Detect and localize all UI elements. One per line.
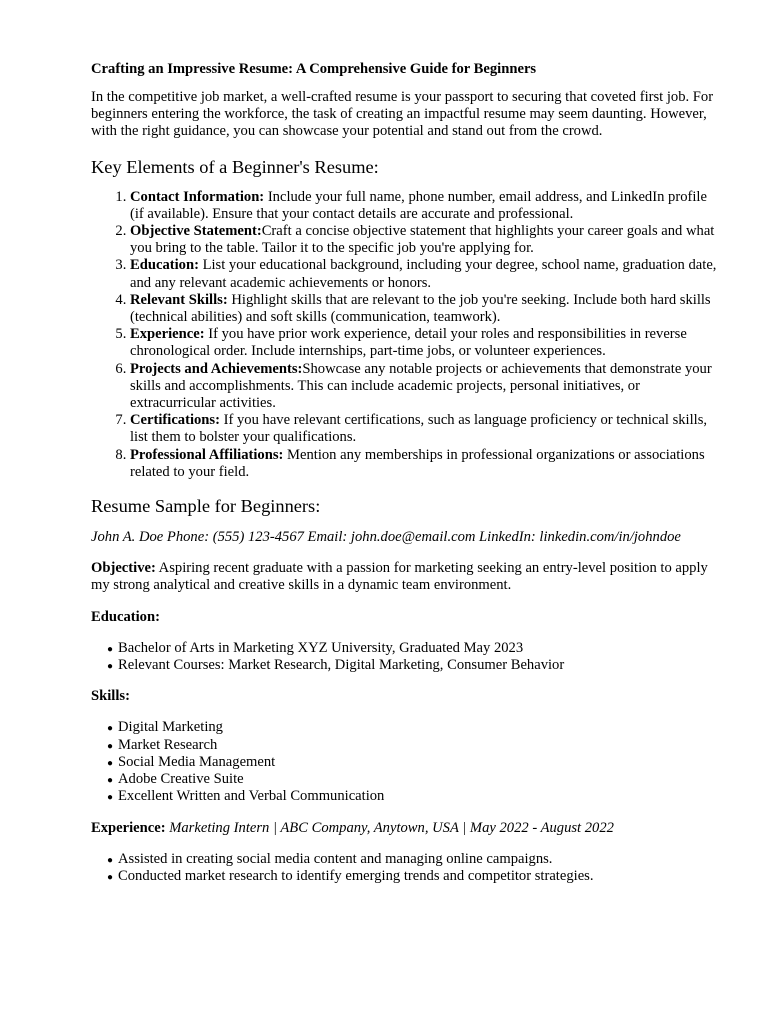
list-item xyxy=(130,189,721,223)
item-text: Assisted in creating social media content and managing online campaigns. xyxy=(118,850,553,867)
education-list xyxy=(91,640,721,674)
key-elements-heading: Key Elements of a Beginner's Resume: xyxy=(91,156,379,177)
item-label: Education: xyxy=(130,257,199,274)
item-text: Conducted market research to identify emerging trends and competitor strategies. xyxy=(118,867,594,884)
item-text: Craft a concise objective statement that highlights your career goals and what you bring to the table. Tailor it to the specific job you're applying for. xyxy=(130,223,715,257)
bullet-icon: ● xyxy=(107,792,114,804)
objective-text: Aspiring recent graduate with a passion for marketing seeking an entry-level position to apply my strong analytical and creative skills in a dynamic team environment. xyxy=(91,560,708,594)
sample-experience xyxy=(91,820,721,837)
list-item xyxy=(130,326,721,360)
item-text: Include your full name, phone number, email address, and LinkedIn profile (if available). Ensure that your contact details are accurate and professional. xyxy=(130,188,707,222)
skills-list xyxy=(91,719,721,805)
bullet-icon: ● xyxy=(107,854,114,866)
bullet-icon: ● xyxy=(107,661,114,673)
item-label: Objective Statement: xyxy=(130,223,262,240)
experience-detail: Marketing Intern | ABC Company, Anytown, USA | May 2022 - August 2022 xyxy=(165,819,614,836)
skills-label: Skills: xyxy=(91,688,130,705)
item-text: Mention any memberships in professional organizations or associations related to your field. xyxy=(130,446,705,480)
bullet-icon: ● xyxy=(107,775,114,787)
list-item xyxy=(130,257,721,291)
bullet-icon: ● xyxy=(107,740,114,752)
item-text: Digital Marketing xyxy=(118,719,223,736)
list-item xyxy=(107,639,721,657)
bullet-icon: ● xyxy=(107,643,114,655)
list-item xyxy=(107,788,721,805)
item-text: Excellent Written and Verbal Communication xyxy=(118,788,385,805)
item-label: Experience: xyxy=(130,326,205,343)
item-text: If you have relevant certifications, such as language proficiency or technical skills, list them to bolster your qualifications. xyxy=(130,412,708,446)
list-item xyxy=(107,719,721,736)
objective-label: Objective: xyxy=(91,560,156,577)
sample-objective xyxy=(91,560,721,594)
list-item xyxy=(107,753,721,771)
bullet-icon: ● xyxy=(107,757,114,769)
education-label: Education: xyxy=(91,608,160,625)
item-label: Projects and Achievements: xyxy=(130,360,303,377)
key-elements-list xyxy=(91,189,721,481)
bullet-icon: ● xyxy=(107,871,114,883)
list-item xyxy=(130,447,721,481)
item-text: Bachelor of Arts in Marketing XYZ University, Graduated May 2023 xyxy=(118,639,524,656)
list-item xyxy=(130,223,721,257)
item-text: Relevant Courses: Market Research, Digital Marketing, Consumer Behavior xyxy=(118,657,565,674)
document-page xyxy=(91,59,721,885)
document-title: Crafting an Impressive Resume: A Comprehensive Guide for Beginners xyxy=(91,61,537,77)
bullet-icon: ● xyxy=(107,723,114,735)
experience-label: Experience: xyxy=(91,819,166,836)
item-text: Showcase any notable projects or achievements that demonstrate your skills and accomplishments. This can include academic projects, personal initiatives, or extracurricular activities. xyxy=(130,360,712,412)
list-item xyxy=(130,412,721,446)
resume-sample-heading: Resume Sample for Beginners: xyxy=(91,496,321,517)
intro-paragraph: In the competitive job market, a well-crafted resume is your passport to securing that coveted first job. For beginners entering the workforce, the task of creating an impactful resume may seem daunting. However, with the right guidance, you can showcase your potential and stand out from the crowd. xyxy=(91,89,714,140)
sample-contact-line: John A. Doe Phone: (555) 123-4567 Email: john.doe@email.com LinkedIn: linkedin.com/in/johndoe xyxy=(91,529,681,546)
list-item xyxy=(107,850,721,868)
list-item xyxy=(107,736,721,754)
list-item xyxy=(107,867,721,885)
item-label: Relevant Skills: xyxy=(130,291,228,308)
item-text: List your educational background, including your degree, school name, graduation date, and any relevant academic achievements or honors. xyxy=(130,257,717,291)
item-text: Market Research xyxy=(118,736,218,753)
item-label: Contact Information: xyxy=(130,188,265,205)
list-item xyxy=(107,657,721,674)
list-item xyxy=(130,292,721,326)
list-item xyxy=(130,361,721,413)
experience-list xyxy=(91,851,721,885)
item-label: Certifications: xyxy=(130,412,220,429)
item-text: Adobe Creative Suite xyxy=(118,771,244,788)
item-label: Professional Affiliations: xyxy=(130,446,284,463)
item-text: If you have prior work experience, detail your roles and responsibilities in reverse chronological order. Include internships, part-time jobs, or volunteer experiences. xyxy=(130,326,687,360)
list-item xyxy=(107,771,721,788)
item-text: Highlight skills that are relevant to the job you're seeking. Include both hard skills (technical abilities) and soft skills (communication, teamwork). xyxy=(130,291,711,326)
item-text: Social Media Management xyxy=(118,753,276,770)
